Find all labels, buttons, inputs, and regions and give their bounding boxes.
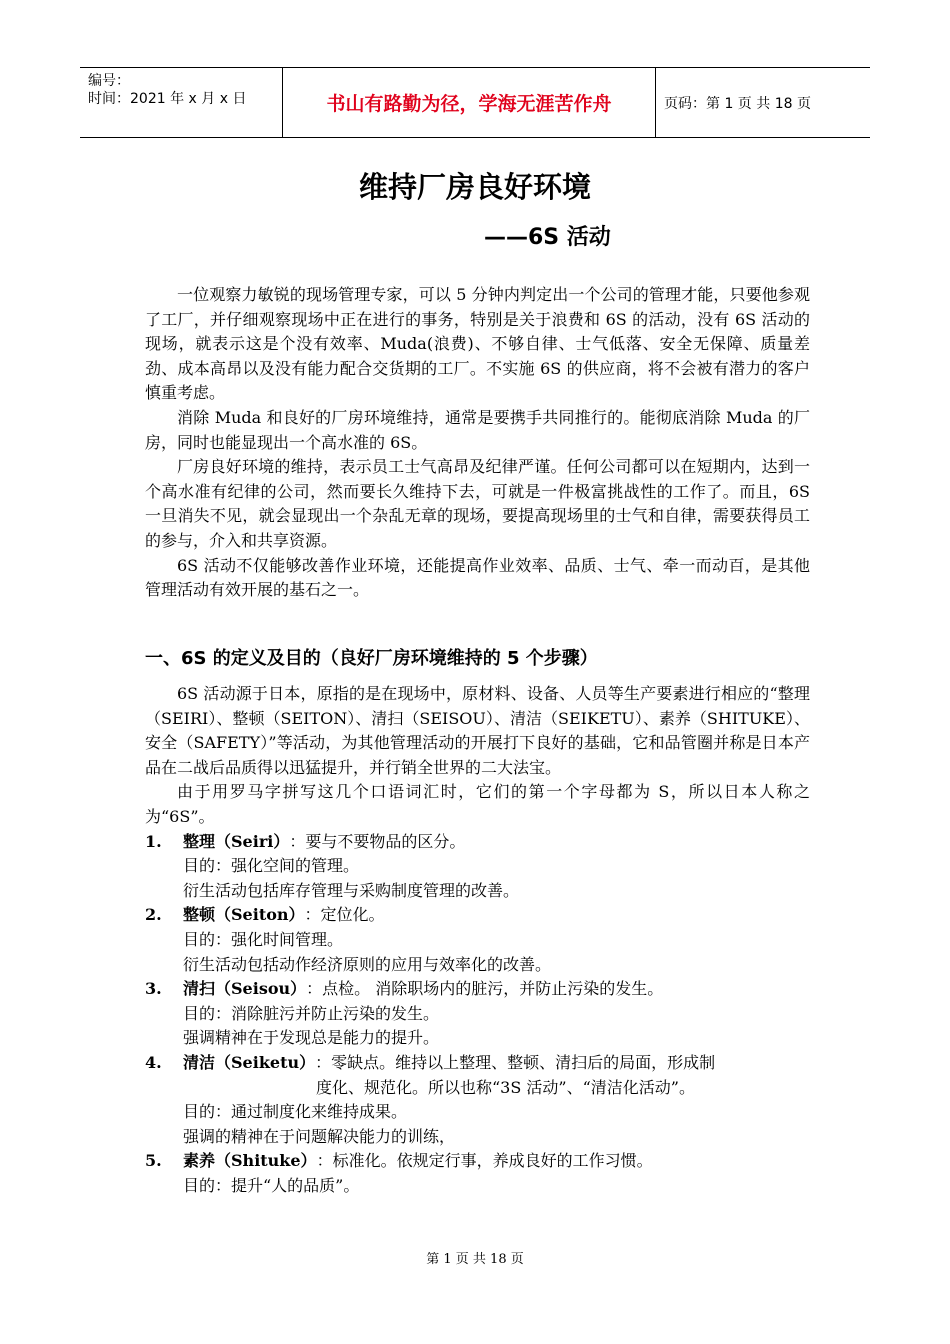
intro-paragraph: 厂房良好环境的维持，表示员工士气高昂及纪律严谨。任何公司都可以在短期内，达到一个高水准有纪律的公司，然而要长久维持下去，可就是一件极富挑战性的工作了。而且，6S 一旦消失不见，就会显现出一个杂乱无章的现场，要提高现场里的士气和自律，需要获得员工的参与，介入和共享资源。 — [145, 457, 810, 550]
list-item — [145, 830, 810, 904]
header-motto: 书山有路勤为径，学海无涯苦作舟 — [282, 68, 656, 137]
item-label: 素养（Shituke） — [183, 1151, 317, 1171]
intro-paragraph: 6S 活动不仅能够改善作业环境，还能提高作业效率、品质、士气、牵一而动百，是其他管理活动有效开展的基石之一。 — [145, 555, 810, 600]
item-number: 1. — [145, 831, 162, 851]
item-text: ：零缺点。维持以上整理、整顿、清扫后的局面，形成制 — [315, 1052, 716, 1072]
item-number: 5. — [145, 1151, 162, 1171]
item-label: 整顿（Seiton） — [183, 905, 305, 925]
page-header — [80, 67, 870, 138]
document-title: 维持厂房良好环境 — [358, 170, 591, 204]
item-number: 3. — [145, 979, 162, 999]
number-label: 编号： — [88, 73, 130, 89]
item-label: 清扫（Seisou） — [183, 979, 307, 999]
list-item — [145, 1149, 810, 1198]
item-text: ：点检。 消除职场内的脏污，并防止污染的发生。 — [306, 979, 664, 999]
intro-section — [145, 283, 810, 603]
item-detail: 目的：强化空间的管理。 — [183, 856, 360, 876]
item-detail: 目的：提升“人的品质”。 — [183, 1175, 360, 1195]
page-footer: 第 1 页 共 18 页 — [426, 1252, 524, 1267]
section-paragraph: 6S 活动源于日本，原指的是在现场中，原材料、设备、人员等生产要素进行相应的“整理（SEIRI）、整顿（SEITON）、清扫（SEISOU）、清洁（SEIKETU）、素养（SHITUKE）、安全（SAFETY）”等活动，为其他管理活动的开展打下良好的基础，它和品管圈并称是日本产品在二战后品质得以迅猛提升，并行销全世界的二大法宝。 — [145, 684, 810, 777]
document-subtitle: ——6S 活动 — [484, 225, 611, 250]
section-heading: 一、6S 的定义及目的（良好厂房环境维持的 5 个步骤） — [145, 648, 598, 669]
item-detail: 强调的精神在于问题解决能力的训练， — [183, 1126, 456, 1146]
section-paragraph: 由于用罗马字拼写这几个口语词汇时，它们的第一个字母都为 S，所以日本人称之为“6S”。 — [145, 782, 810, 826]
intro-paragraph: 一位观察力敏锐的现场管理专家，可以 5 分钟内判定出一个公司的管理才能，只要他参观了工厂，并仔细观察现场中正在进行的事务，特别是关于浪费和 6S 的活动，没有 6S 活动的现场，就表示这是个没有效率、Muda(浪费)、不够自律、士气低落、安全无保障、质量差劲、成本高昂以及没有能力配合交货期的工厂。不实施 6S 的供应商，将不会被有潜力的客户慎重考虑。 — [145, 285, 810, 403]
item-text: ：要与不要物品的区分。 — [289, 831, 466, 851]
list-item — [145, 1051, 810, 1149]
item-detail: 衍生活动包括库存管理与采购制度管理的改善。 — [183, 880, 520, 900]
item-continuation: 度化、规范化。所以也称“3S 活动”、“清洁化活动”。 — [316, 1077, 695, 1097]
time-label: 时间：2021 年 x 月 x 日 — [88, 91, 247, 107]
item-text: ：定位化。 — [304, 905, 385, 925]
item-detail: 目的：消除脏污并防止污染的发生。 — [183, 1003, 440, 1023]
intro-paragraph: 消除 Muda 和良好的厂房环境维持，通常是要携手共同推行的。能彻底消除 Muda 的厂房，同时也能显现出一个高水准的 6S。 — [145, 407, 810, 452]
item-number: 2. — [145, 905, 162, 925]
item-number: 4. — [145, 1052, 162, 1072]
header-left — [88, 72, 283, 108]
item-label: 清洁（Seiketu） — [183, 1052, 316, 1072]
list-item — [145, 903, 810, 977]
item-detail: 目的：通过制度化来维持成果。 — [183, 1102, 408, 1122]
item-detail: 目的：强化时间管理。 — [183, 929, 344, 949]
list-item — [145, 977, 810, 1051]
section-body — [145, 682, 810, 1198]
header-page-label: 页码：第 1 页 共 18 页 — [664, 95, 811, 112]
item-text: ：标准化。依规定行事，养成良好的工作习惯。 — [316, 1151, 653, 1171]
item-detail: 衍生活动包括动作经济原则的应用与效率化的改善。 — [183, 954, 552, 974]
item-label: 整理（Seiri） — [183, 831, 290, 851]
item-detail: 强调精神在于发现总是能力的提升。 — [183, 1028, 440, 1048]
